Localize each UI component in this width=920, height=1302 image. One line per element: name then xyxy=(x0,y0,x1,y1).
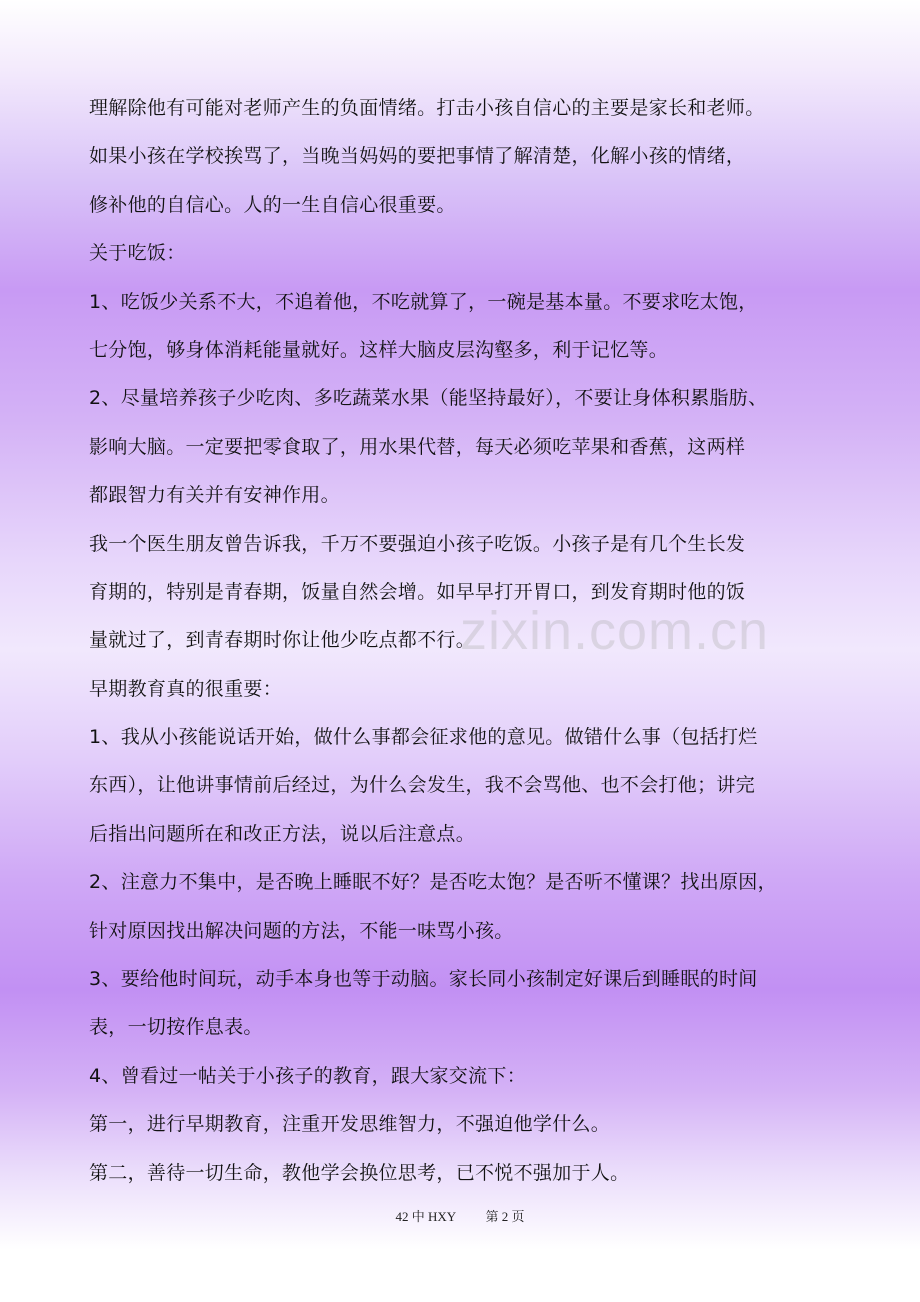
text-line: 七分饱，够身体消耗能量就好。这样大脑皮层沟壑多，利于记忆等。 xyxy=(89,338,669,361)
watermark: zixin.com.cn xyxy=(460,601,770,661)
text-line: 3、要给他时间玩，动手本身也等于动脑。家长同小孩制定好课后到睡眠的时间 xyxy=(89,968,758,991)
text-line: 2、注意力不集中，是否晚上睡眠不好？是否吃太饱？是否听不懂课？找出原因， xyxy=(89,871,777,894)
document-body xyxy=(89,84,849,1197)
page-number: 第 2 页 xyxy=(485,1209,525,1224)
text-line: 影响大脑。一定要把零食取了，用水果代替，每天必须吃苹果和香蕉，这两样 xyxy=(89,435,746,458)
text-line: 4、曾看过一帖关于小孩子的教育，跟大家交流下： xyxy=(89,1064,526,1087)
page-footer xyxy=(0,1206,920,1225)
footer-author: 42 中 HXY xyxy=(395,1209,457,1224)
text-line: 第一，进行早期教育，注重开发思维智力，不强迫他学什么。 xyxy=(89,1113,611,1136)
text-line: 东西），让他讲事情前后经过，为什么会发生，我不会骂他、也不会打他；讲完 xyxy=(89,774,756,797)
text-line: 理解除他有可能对老师产生的负面情绪。打击小孩自信心的主要是家长和老师。 xyxy=(89,97,765,119)
text-line: 表，一切按作息表。 xyxy=(89,1016,263,1039)
text-line: 2、尽量培养孩子少吃肉、多吃蔬菜水果（能坚持最好），不要让身体积累脂肪、 xyxy=(89,387,768,410)
text-line: 后指出问题所在和改正方法，说以后注意点。 xyxy=(89,822,476,845)
text-line: 我一个医生朋友曾告诉我，千万不要强迫小孩子吃饭。小孩子是有几个生长发 xyxy=(89,532,746,555)
text-line: 量就过了，到青春期时你让他少吃点都不行。 xyxy=(89,629,476,652)
text-line: 第二，善待一切生命，教他学会换位思考，已不悦不强加于人。 xyxy=(89,1161,630,1184)
section-heading: 关于吃饭： xyxy=(89,242,186,265)
section-heading: 早期教育真的很重要： xyxy=(89,677,283,700)
text-line: 1、吃饭少关系不大，不追着他，不吃就算了，一碗是基本量。不要求吃太饱， xyxy=(89,290,758,313)
text-line: 都跟智力有关并有安神作用。 xyxy=(89,484,340,507)
text-line: 针对原因找出解决问题的方法，不能一味骂小孩。 xyxy=(89,919,514,942)
text-line: 1、我从小孩能说话开始，做什么事都会征求他的意见。做错什么事（包括打烂 xyxy=(89,726,758,749)
text-line: 育期的，特别是青春期，饭量自然会增。如早早打开胃口，到发育期时他的饭 xyxy=(89,580,746,603)
text-line: 修补他的自信心。人的一生自信心很重要。 xyxy=(89,193,456,216)
text-line: 如果小孩在学校挨骂了，当晚当妈妈的要把事情了解清楚，化解小孩的情绪， xyxy=(89,145,746,168)
